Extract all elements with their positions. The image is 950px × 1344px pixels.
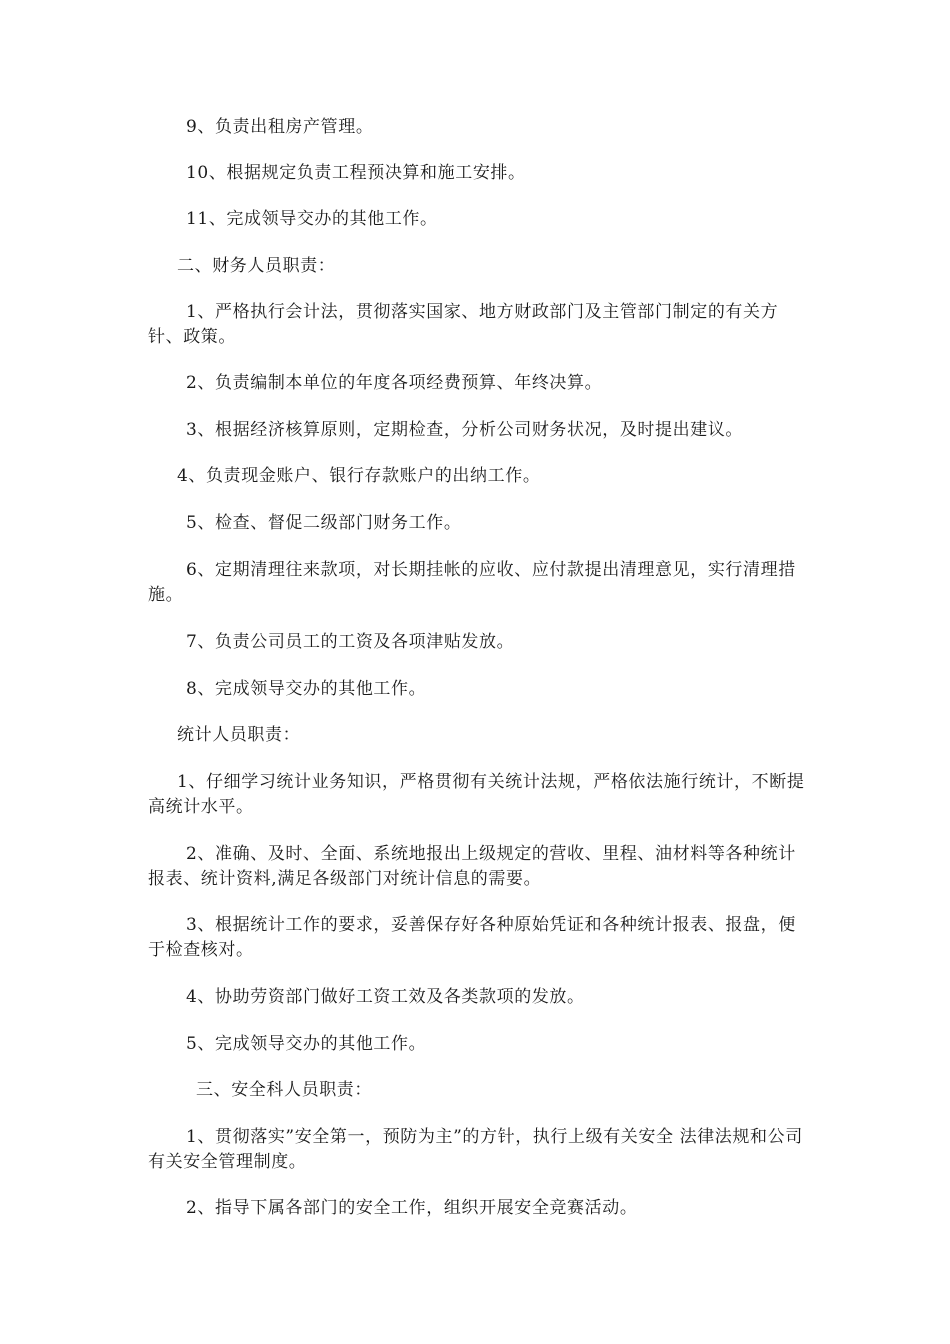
paragraph-item-9: 9、负责出租房产管理。 — [186, 117, 374, 137]
finance-item-8: 8、完成领导交办的其他工作。 — [186, 679, 427, 699]
section-heading-safety: 三、安全科人员职责： — [196, 1080, 372, 1100]
statistics-item-4: 4、协助劳资部门做好工资工效及各类款项的发放。 — [186, 987, 585, 1007]
section-heading-statistics: 统计人员职责： — [177, 725, 301, 745]
paragraph-item-10: 10、根据规定负责工程预决算和施工安排。 — [186, 163, 526, 183]
statistics-item-3: 3、根据统计工作的要求，妥善保存好各种原始凭证和各种统计报表、报盘，便于检查核对。 — [148, 915, 796, 960]
finance-item-7: 7、负责公司员工的工资及各项津贴发放。 — [186, 632, 515, 652]
finance-item-6: 6、定期清理往来款项，对长期挂帐的应收、应付款提出清理意见，实行清理措施。 — [148, 560, 796, 605]
paragraph-item-11: 11、完成领导交办的其他工作。 — [186, 209, 438, 229]
section-heading-finance: 二、财务人员职责： — [177, 256, 336, 276]
safety-item-1: 1、贯彻落实”安全第一，预防为主”的方针，执行上级有关安全 法律法规和公司有关安全管理制度。 — [148, 1127, 803, 1172]
statistics-item-1: 1、仔细学习统计业务知识，严格贯彻有关统计法规，严格依法施行统计，不断提高统计水平。 — [148, 772, 805, 817]
statistics-item-5: 5、完成领导交办的其他工作。 — [186, 1034, 427, 1054]
finance-item-2: 2、负责编制本单位的年度各项经费预算、年终决算。 — [186, 373, 603, 393]
finance-item-5: 5、检查、督促二级部门财务工作。 — [186, 513, 462, 533]
finance-item-1: 1、严格执行会计法，贯彻落实国家、地方财政部门及主管部门制定的有关方针、政策。 — [148, 302, 779, 347]
safety-item-2: 2、指导下属各部门的安全工作，组织开展安全竞赛活动。 — [186, 1198, 638, 1218]
statistics-item-2: 2、准确、及时、全面、系统地报出上级规定的营收、里程、油材料等各种统计报表、统计资料,满足各级部门对统计信息的需要。 — [148, 844, 796, 889]
finance-item-3: 3、根据经济核算原则，定期检查，分析公司财务状况，及时提出建议。 — [186, 420, 744, 440]
finance-item-4: 4、负责现金账户、银行存款账户的出纳工作。 — [177, 466, 541, 486]
